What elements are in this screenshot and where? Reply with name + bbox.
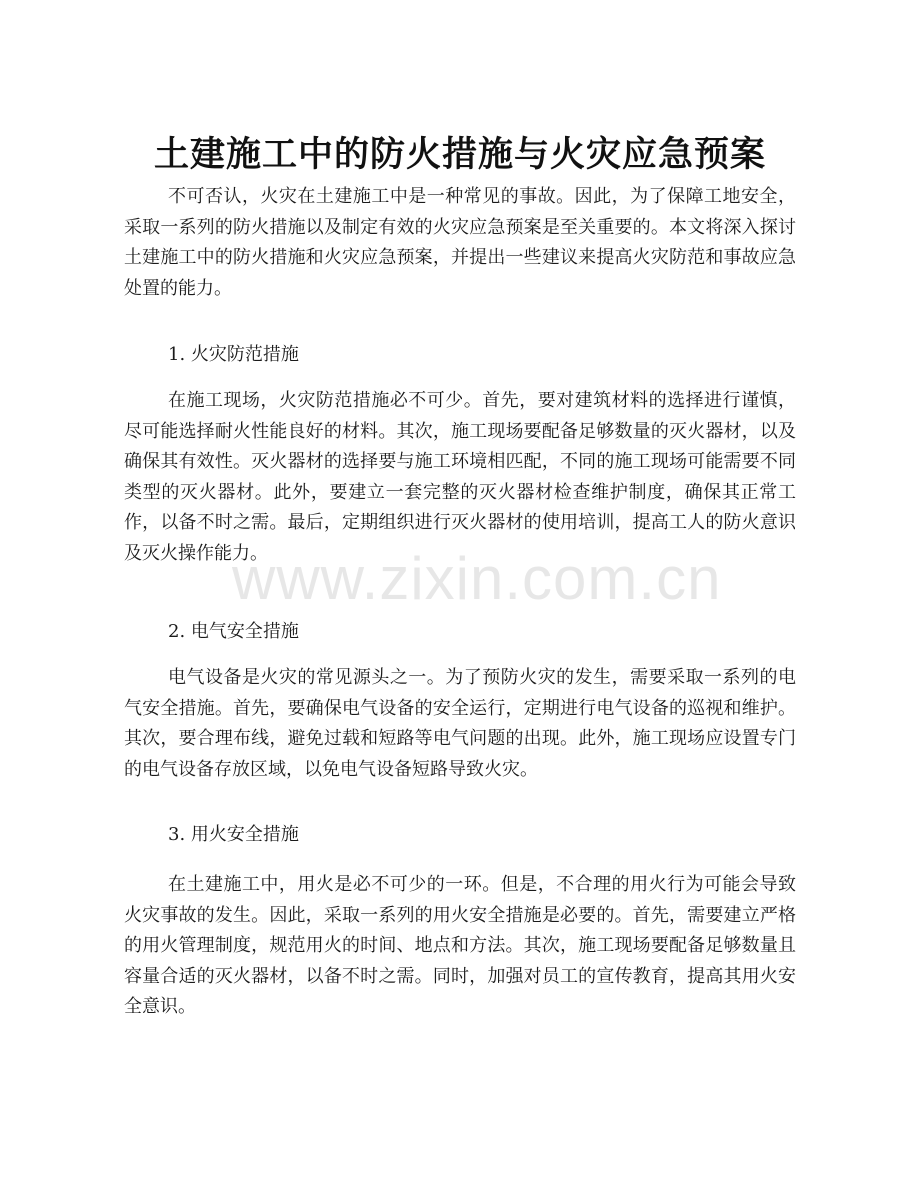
document-title: 土建施工中的防火措施与火灾应急预案 <box>153 134 766 176</box>
watermark: www.zixin.com.cn <box>232 545 722 612</box>
intro-paragraph: 不可否认，火灾在土建施工中是一种常见的事故。因此，为了保障工地安全，采取一系列的防火措施以及制定有效的火灾应急预案是至关重要的。本文将深入探讨土建施工中的防火措施和火灾应急预案，并提出一些建议来提高火灾防范和事故应急处置的能力。 <box>124 186 796 299</box>
section-heading-3: 3. 用火安全措施 <box>168 824 299 845</box>
section-heading-1: 1. 火灾防范措施 <box>168 344 299 365</box>
section-heading-2: 2. 电气安全措施 <box>168 621 299 642</box>
section-body-1: 在施工现场，火灾防范措施必不可少。首先，要对建筑材料的选择进行谨慎，尽可能选择耐火性能良好的材料。其次，施工现场要配备足够数量的灭火器材，以及确保其有效性。灭火器材的选择要与施工环境相匹配，不同的施工现场可能需要不同类型的灭火器材。此外，要建立一套完整的灭火器材检查维护制度，确保其正常工作，以备不时之需。最后，定期组织进行灭火器材的使用培训，提高工人的防火意识及灭火操作能力。 <box>124 390 796 564</box>
section-body-2: 电气设备是火灾的常见源头之一。为了预防火灾的发生，需要采取一系列的电气安全措施。首先，要确保电气设备的安全运行，定期进行电气设备的巡视和维护。其次，要合理布线，避免过载和短路等电气问题的出现。此外，施工现场应设置专门的电气设备存放区域，以免电气设备短路导致火灾。 <box>124 667 796 780</box>
section-body-3: 在土建施工中，用火是必不可少的一环。但是，不合理的用火行为可能会导致火灾事故的发生。因此，采取一系列的用火安全措施是必要的。首先，需要建立严格的用火管理制度，规范用火的时间、地点和方法。其次，施工现场要配备足够数量且容量合适的灭火器材，以备不时之需。同时，加强对员工的宣传教育，提高其用火安全意识。 <box>124 874 796 1017</box>
